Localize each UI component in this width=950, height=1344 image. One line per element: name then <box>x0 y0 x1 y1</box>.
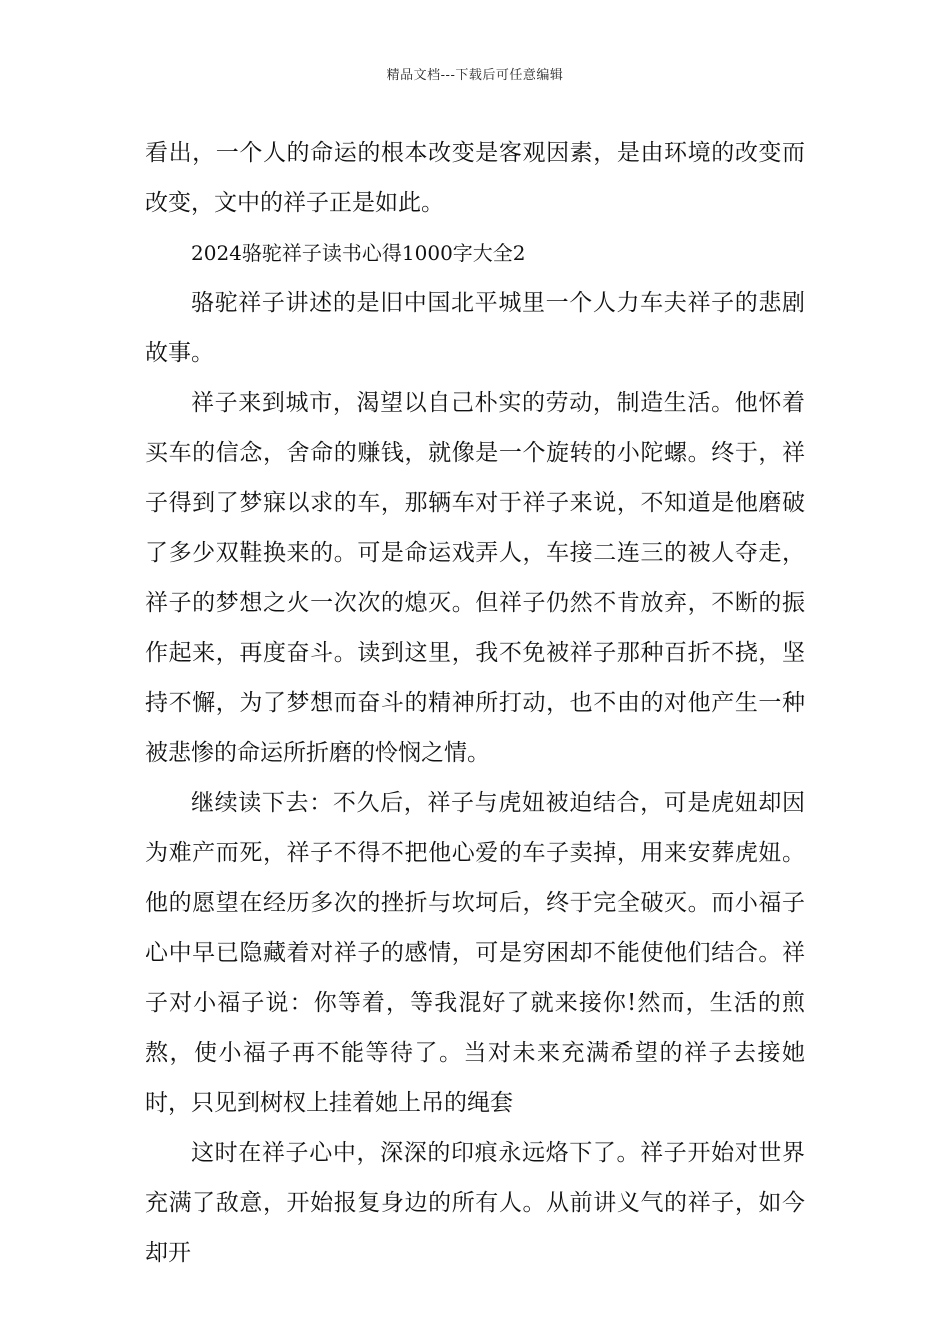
paragraph: 骆驼祥子讲述的是旧中国北平城里一个人力车夫祥子的悲剧故事。 <box>145 290 805 366</box>
page-header: 精品文档---下载后可任意编辑 <box>386 68 564 83</box>
paragraph-continuation: 看出，一个人的命运的根本改变是客观因素，是由环境的改变而改变，文中的祥子正是如此。 <box>145 140 805 216</box>
document-body <box>145 128 805 1278</box>
paragraph: 继续读下去：不久后，祥子与虎妞被迫结合，可是虎妞却因为难产而死，祥子不得不把他心爱的车子卖掉，用来安葬虎妞。他的愿望在经历多次的挫折与坎坷后，终于完全破灭。而小福子心中早已隐藏着对祥子的感情，可是穷困却不能使他们结合。祥子对小福子说：你等着，等我混好了就来接你!然而，生活的煎熬，使小福子再不能等待了。当对未来充满希望的祥子去接她时，只见到树杈上挂着她上吊的绳套 <box>145 790 805 1116</box>
paragraph: 祥子来到城市，渴望以自己朴实的劳动，制造生活。他怀着买车的信念，舍命的赚钱，就像是一个旋转的小陀螺。终于，祥子得到了梦寐以求的车，那辆车对于祥子来说，不知道是他磨破了多少双鞋换来的。可是命运戏弄人，车接二连三的被人夺走，祥子的梦想之火一次次的熄灭。但祥子仍然不肯放弃，不断的振作起来，再度奋斗。读到这里，我不免被祥子那种百折不挠，坚持不懈，为了梦想而奋斗的精神所打动，也不由的对他产生一种被悲惨的命运所折磨的怜悯之情。 <box>145 390 805 766</box>
paragraph: 这时在祥子心中，深深的印痕永远烙下了。祥子开始对世界充满了敌意，开始报复身边的所有人。从前讲义气的祥子，如今却开 <box>145 1140 805 1266</box>
section-title: 2024骆驼祥子读书心得1000字大全2 <box>191 241 526 265</box>
